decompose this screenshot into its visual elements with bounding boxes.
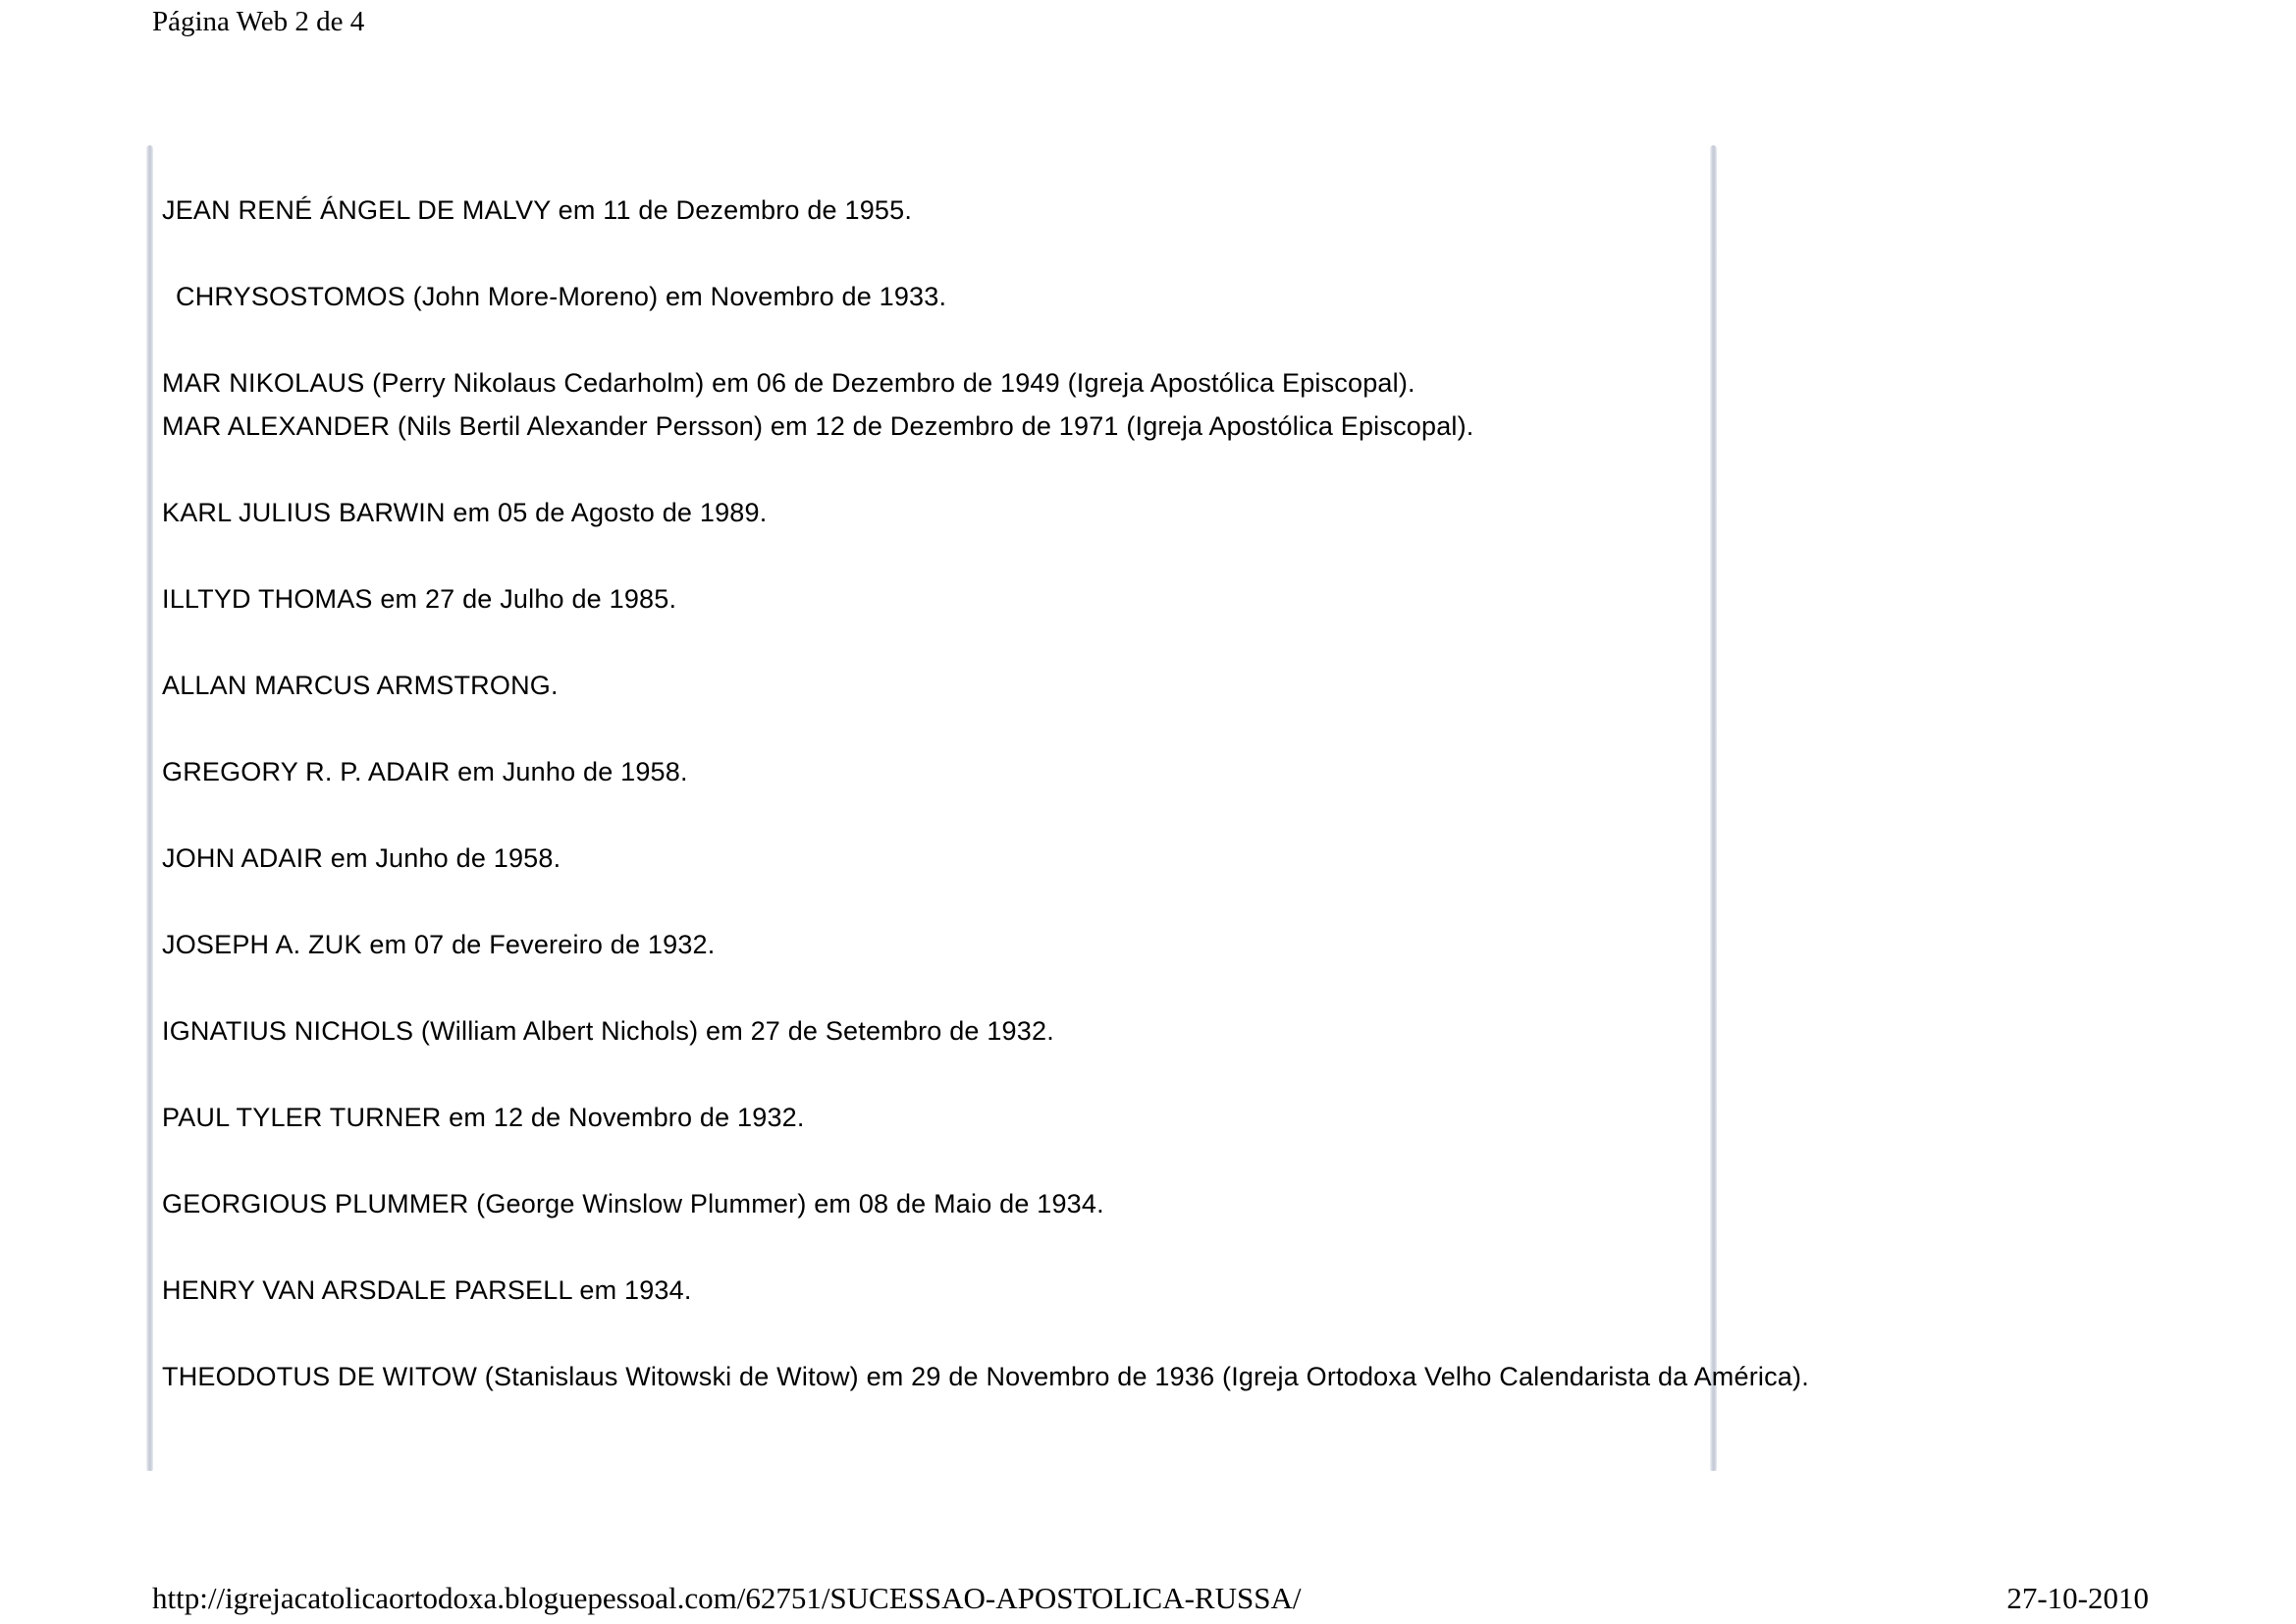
left-border-rule (146, 145, 153, 1471)
succession-entry: JOSEPH A. ZUK em 07 de Fevereiro de 1932. (162, 930, 716, 959)
succession-entry: CHRYSOSTOMOS (John More-Moreno) em Novembro de 1933. (176, 282, 947, 311)
succession-entry: THEODOTUS DE WITOW (Stanislaus Witowski de Witow) em 29 de Novembro de 1936 (Igreja Ortodoxa Velho Calendarista da América). (162, 1362, 1809, 1391)
succession-entry: GREGORY R. P. ADAIR em Junho de 1958. (162, 757, 688, 786)
succession-entry: GEORGIOUS PLUMMER (George Winslow Plummer) em 08 de Maio de 1934. (162, 1189, 1104, 1218)
succession-list (162, 145, 2272, 1398)
succession-entry: ALLAN MARCUS ARMSTRONG. (162, 671, 559, 700)
succession-entry: KARL JULIUS BARWIN em 05 de Agosto de 1989. (162, 498, 768, 527)
succession-entry: IGNATIUS NICHOLS (William Albert Nichols) em 27 de Setembro de 1932. (162, 1016, 1054, 1046)
footer-date: 27-10-2010 (2006, 1581, 2149, 1615)
footer-url: http://igrejacatolicaortodoxa.bloguepessoal.com/62751/SUCESSAO-APOSTOLICA-RUSSA/ (152, 1581, 1302, 1615)
succession-entry: HENRY VAN ARSDALE PARSELL em 1934. (162, 1275, 692, 1305)
succession-entry: MAR ALEXANDER (Nils Bertil Alexander Persson) em 12 de Dezembro de 1971 (Igreja Apostólica Episcopal). (162, 411, 1474, 441)
succession-entry: PAUL TYLER TURNER em 12 de Novembro de 1932. (162, 1103, 805, 1132)
succession-entry: ILLTYD THOMAS em 27 de Julho de 1985. (162, 584, 677, 614)
succession-entry: JOHN ADAIR em Junho de 1958. (162, 843, 561, 873)
page-footer (152, 1581, 2149, 1616)
succession-entry: JEAN RENÉ ÁNGEL DE MALVY em 11 de Dezembro de 1955. (162, 195, 913, 225)
succession-entry: MAR NIKOLAUS (Perry Nikolaus Cedarholm) em 06 de Dezembro de 1949 (Igreja Apostólica Episcopal). (162, 368, 1415, 398)
page-number-label: Página Web 2 de 4 (152, 6, 365, 37)
